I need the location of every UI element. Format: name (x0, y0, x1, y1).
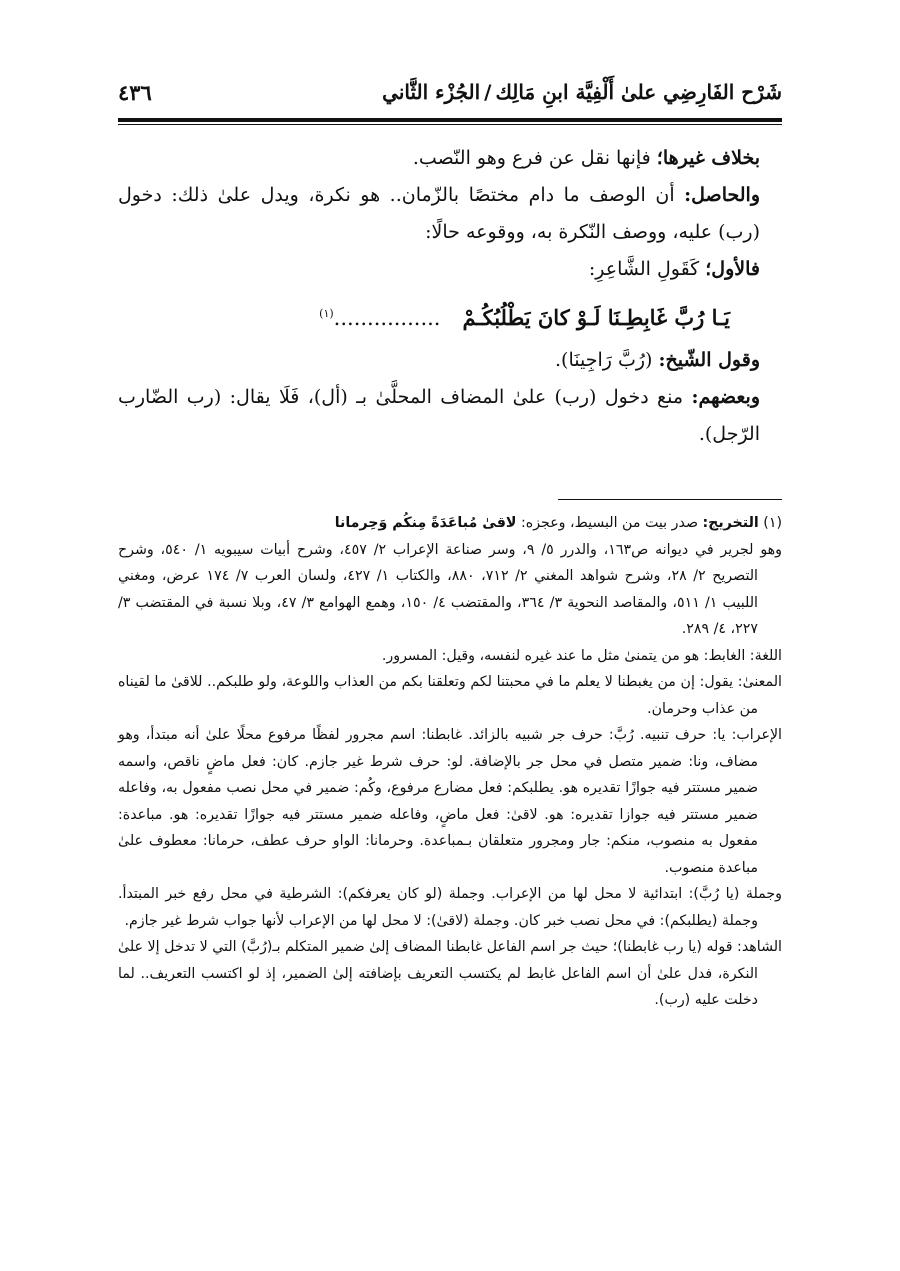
footnote-lugha (118, 643, 782, 670)
footnote-1-takhrij (118, 510, 782, 537)
footnote-separator (558, 499, 782, 500)
footnote-maana (118, 669, 782, 722)
p2-text: أن الوصف ما دام مختصًا بالزّمان.. هو نكرة، ويدل علىٰ ذلك: دخول (رب) عليه، ووصف النّكرة به، ووقوعه حالًا: (118, 184, 760, 243)
volume-label: الجُزْء الثَّاني (382, 80, 481, 104)
maana-label: المعنىٰ: (737, 674, 782, 690)
p3-text: كَقَولِ الشَّاعِرِ: (588, 258, 706, 280)
footnote-jumla (118, 881, 782, 934)
p4-text: (رُبَّ رَاجِينَا). (555, 349, 659, 371)
verse-hemistich: يَـا رُبَّ غَابِطِـنَا لَـوْ كانَ يَطْلُبُكُـمْ (462, 305, 730, 330)
footnote-ref: (١) (319, 307, 334, 320)
page-number: ٤٣٦ (118, 80, 152, 105)
verse-ellipsis: ................ (333, 306, 441, 330)
footnote-irab (118, 722, 782, 881)
verse-second-hemistich: لاقىٰ مُباعَدَةً مِنكُم وَحِرمانا (334, 515, 517, 531)
main-text (118, 140, 782, 453)
p2-lead: والحاصل: (684, 184, 760, 206)
header-rule-thick (118, 118, 782, 122)
paragraph-4 (118, 342, 782, 379)
irab-text: يا: حرف تنبيه. رُبَّ: حرف جر شبيه بالزائد. غابطنا: اسم مجرور لفظًا مرفوع محلًا علىٰ أنه مبتدأ، وهو مضاف، ونا: ضمير متصل في محل جر بالإضافة. لو: حرف شرط غير جازم. كان: فعل ماضٍ ناقص، واسمه ضمير مستتر فيه جوازًا تقديره هو. يطلبكم: فعل مضارع مرفوع، وكُم: ضمير في محل نصب مفعول به، وفاعله ضمير مستتر فيه جوازا تقديره: هو. لاقىٰ: فعل ماضٍ، وفاعله ضمير مستتر فيه جوازًا تقديره: هو. مباعدة: مفعول به منصوب، منكم: جار ومجرور متعلقان بـمباعدة. وحرمانا: الواو حرف عطف، حرمانا: معطوف علىٰ مباعدة منصوب. (118, 727, 758, 876)
book-title: شَرْح الفَارِضِي علىٰ أَلْفِيَّة ابنِ مَالِك (495, 80, 782, 104)
p5-lead: وبعضهم: (691, 386, 760, 408)
footnotes (118, 510, 782, 1014)
lugha-text: اللغة: الغابط: هو من يتمنىٰ مثل ما عند غيره لنفسه، وقيل: المسرور. (381, 647, 782, 664)
running-title (382, 80, 782, 104)
shahid-text: الشاهد: قوله (يا رب غابطنا)؛ حيث جر اسم الفاعل غابطنا المضاف إلىٰ ضمير المتكلم بـ(رُبَّ) التي لا تدخل إلا علىٰ النكرة، فدل علىٰ أن اسم الفاعل غابط لم يكتسب التعريف بإضافته إلىٰ الضمير، إذ لو اكتسب التعريف.. لما دخلت عليه (رب). (118, 939, 782, 1008)
p1-lead: بخلاف غيرها؛ (656, 147, 760, 169)
paragraph-1 (118, 140, 782, 177)
poetry-verse (118, 292, 782, 340)
maana-text: يقول: إن من يغبطنا لا يعلم ما في محبتنا لكم وتعلقنا بكم من العذاب واللوعة، ولو طلبكم.. للاقىٰ ما لقيناه من عذاب وحرمان. (118, 674, 758, 717)
p3-lead: فالأول؛ (705, 258, 760, 280)
footnote-shahid (118, 934, 782, 1014)
takhrij-text: صدر بيت من البسيط، وعجزه: (516, 515, 703, 531)
running-header (118, 78, 782, 114)
p5-text: منع دخول (رب) علىٰ المضاف المحلَّىٰ بـ (أل)، فَلَا يقال: (رب الضّارب الرّجل). (118, 386, 760, 445)
footnote-sources (118, 537, 782, 643)
paragraph-3 (118, 251, 782, 288)
paragraph-2 (118, 177, 782, 251)
takhrij-label: التخريج: (702, 515, 759, 531)
p1-text: فإنها نقل عن فرع وهو النّصب. (412, 147, 657, 169)
irab-label: الإعراب: (731, 727, 782, 743)
footnote-number: (١) (763, 515, 782, 531)
jumla-text: وجملة (يا رُبَّ): ابتدائية لا محل لها من الإعراب. وجملة (لو كان يعرفكم): الشرطية في محل رفع خبر المبتدأ. وجملة (يطلبكم): في محل نصب خبر كان. وجملة (لاقىٰ): لا محل لها من الإعراب لأنها جواب شرط غير جازم. (118, 886, 782, 929)
p4-lead: وقول الشّيخ: (658, 349, 760, 371)
header-rule-thin (118, 124, 782, 125)
paragraph-5 (118, 379, 782, 453)
title-separator: / (484, 80, 492, 104)
sources-text: وهو لجرير في ديوانه ص١٦٣، والدرر ٥/ ٩، وسر صناعة الإعراب ٢/ ٤٥٧، وشرح أبيات سيبويه ١/ ٥٤٠، وشرح التصريح ٢/ ٢٨، وشرح شواهد المغني ٢/ ٧١٢، ٨٨٠، والكتاب ١/ ٤٢٧، ولسان العرب ٧/ ١٧٤ عرض، ومغني اللبيب ١/ ٥١١، والمقاصد النحوية ٣/ ٣٦٤، والمقتضب ٤/ ١٥٠، وهمع الهوامع ٣/ ٤٧، وبلا نسبة في المقتضب ٣/ ٢٢٧، ٤/ ٢٨٩. (118, 541, 782, 637)
